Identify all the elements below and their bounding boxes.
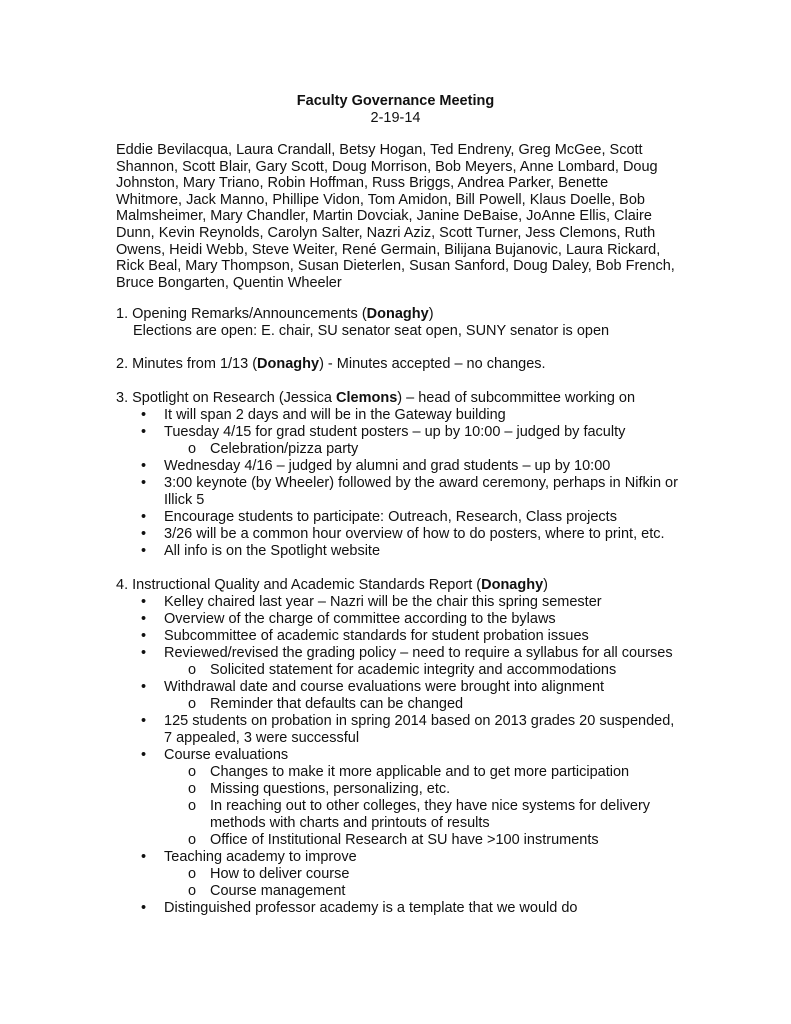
circle-bullet-icon: o xyxy=(188,781,197,797)
circle-bullet-icon: o xyxy=(188,441,197,457)
list-item: • It will span 2 days and will be in the Gateway building xyxy=(141,407,506,423)
presenter-name: Donaghy xyxy=(481,577,544,593)
bullet-icon: • xyxy=(141,645,147,661)
presenter-name: Donaghy xyxy=(257,356,320,372)
list-item: • Course evaluations xyxy=(141,747,289,763)
section-detail: Elections are open: E. chair, SU senator seat open, SUNY senator is open xyxy=(133,323,610,339)
list-item: • Overview of the charge of committee according to the bylaws xyxy=(141,611,556,627)
section-heading: 4. Instructional Quality and Academic Standards Report (Donaghy) xyxy=(116,577,548,593)
list-item: • All info is on the Spotlight website xyxy=(141,543,381,559)
bullet-icon: • xyxy=(141,543,147,559)
section-instructional-quality xyxy=(116,577,686,917)
presenter-name: Donaghy xyxy=(366,306,429,322)
presenter-name: Clemons xyxy=(336,390,398,406)
meeting-date: 2-19-14 xyxy=(370,110,421,126)
list-item: • Withdrawal date and course evaluations were brought into alignment xyxy=(141,679,605,695)
section-spotlight-research xyxy=(116,390,686,560)
bullet-list xyxy=(116,594,686,917)
section-opening-remarks xyxy=(116,306,686,340)
list-item: • Distinguished professor academy is a template that we would do xyxy=(141,900,578,916)
list-item: • Kelley chaired last year – Nazri will be the chair this spring semester xyxy=(141,594,602,610)
bullet-icon: • xyxy=(141,458,147,474)
sub-list-item: o Changes to make it more applicable and to get more participation xyxy=(188,764,630,780)
circle-bullet-icon: o xyxy=(188,798,197,814)
bullet-icon: • xyxy=(141,526,147,542)
list-item: • Wednesday 4/16 – judged by alumni and grad students – up by 10:00 xyxy=(141,458,611,474)
bullet-icon: • xyxy=(141,628,147,644)
sub-list-item: o How to deliver course xyxy=(188,866,350,882)
section-heading: 1. Opening Remarks/Announcements (Donaghy) xyxy=(116,306,434,322)
sub-list-item: o Course management xyxy=(188,883,346,899)
list-item: • 3:00 keynote (by Wheeler) followed by the award ceremony, perhaps in Nifkin or Illick 5 xyxy=(141,475,678,508)
bullet-icon: • xyxy=(141,475,147,491)
sub-list-item: o Missing questions, personalizing, etc. xyxy=(188,781,451,797)
bullet-icon: • xyxy=(141,679,147,695)
list-item: • Encourage students to participate: Outreach, Research, Class projects xyxy=(141,509,617,525)
bullet-icon: • xyxy=(141,747,147,763)
section-heading: 2. Minutes from 1/13 (Donaghy) - Minutes accepted – no changes. xyxy=(116,356,546,372)
circle-bullet-icon: o xyxy=(188,832,197,848)
document-title: Faculty Governance Meeting xyxy=(296,93,495,109)
section-minutes xyxy=(116,356,686,373)
sub-list-item: o Celebration/pizza party xyxy=(188,441,359,457)
sub-list-item: o Solicited statement for academic integrity and accommodations xyxy=(188,662,617,678)
bullet-icon: • xyxy=(141,849,147,865)
list-item: • Teaching academy to improve xyxy=(141,849,357,865)
circle-bullet-icon: o xyxy=(188,696,197,712)
list-item: • 3/26 will be a common hour overview of how to do posters, where to print, etc. xyxy=(141,526,665,542)
circle-bullet-icon: o xyxy=(188,662,197,678)
sub-list-item: o In reaching out to other colleges, they have nice systems for delivery methods with charts and printouts of results xyxy=(188,798,651,831)
circle-bullet-icon: o xyxy=(188,866,197,882)
circle-bullet-icon: o xyxy=(188,764,197,780)
list-item: • Reviewed/revised the grading policy – need to require a syllabus for all courses xyxy=(141,645,673,661)
list-item: • 125 students on probation in spring 2014 based on 2013 grades 20 suspended, 7 appealed, 3 were successful xyxy=(141,713,675,746)
list-item: • Subcommittee of academic standards for student probation issues xyxy=(141,628,589,644)
bullet-list xyxy=(116,407,686,560)
sub-list-item: o Office of Institutional Research at SU have >100 instruments xyxy=(188,832,599,848)
sub-list-item: o Reminder that defaults can be changed xyxy=(188,696,464,712)
bullet-icon: • xyxy=(141,509,147,525)
attendee-list: Eddie Bevilacqua, Laura Crandall, Betsy Hogan, Ted Endreny, Greg McGee, Scott Shannon, Scott Blair, Gary Scott, Doug Morrison, Bob Meyers, Anne Lombard, Doug Johnston, Mary Triano, Robin Hoffman, Russ Briggs, Andrea Parker, Benette Whitmore, Jack Manno, Phillipe Vidon, Tom Amidon, Bill Powell, Klaus Doelle, Bob Malmsheimer, Mary Chandler, Martin Dovciak, Janine DeBaise, JoAnne Ellis, Claire Dunn, Kevin Reynolds, Carolyn Salter, Nazri Aziz, Scott Turner, Jess Clemons, Ruth Owens, Heidi Webb, Steve Weiter, René Germain, Bilijana Bujanovic, Laura Rickard, Rick Beal, Mary Thompson, Susan Dieterlen, Susan Sanford, Doug Daley, Bob French, Bruce Bongarten, Quentin Wheeler xyxy=(116,142,675,291)
bullet-icon: • xyxy=(141,900,147,916)
bullet-icon: • xyxy=(141,424,147,440)
circle-bullet-icon: o xyxy=(188,883,197,899)
bullet-icon: • xyxy=(141,611,147,627)
list-item: • Tuesday 4/15 for grad student posters – up by 10:00 – judged by faculty xyxy=(141,424,626,440)
bullet-icon: • xyxy=(141,407,147,423)
bullet-icon: • xyxy=(141,713,147,729)
section-heading: 3. Spotlight on Research (Jessica Clemons) – head of subcommittee working on xyxy=(116,390,636,406)
bullet-icon: • xyxy=(141,594,147,610)
